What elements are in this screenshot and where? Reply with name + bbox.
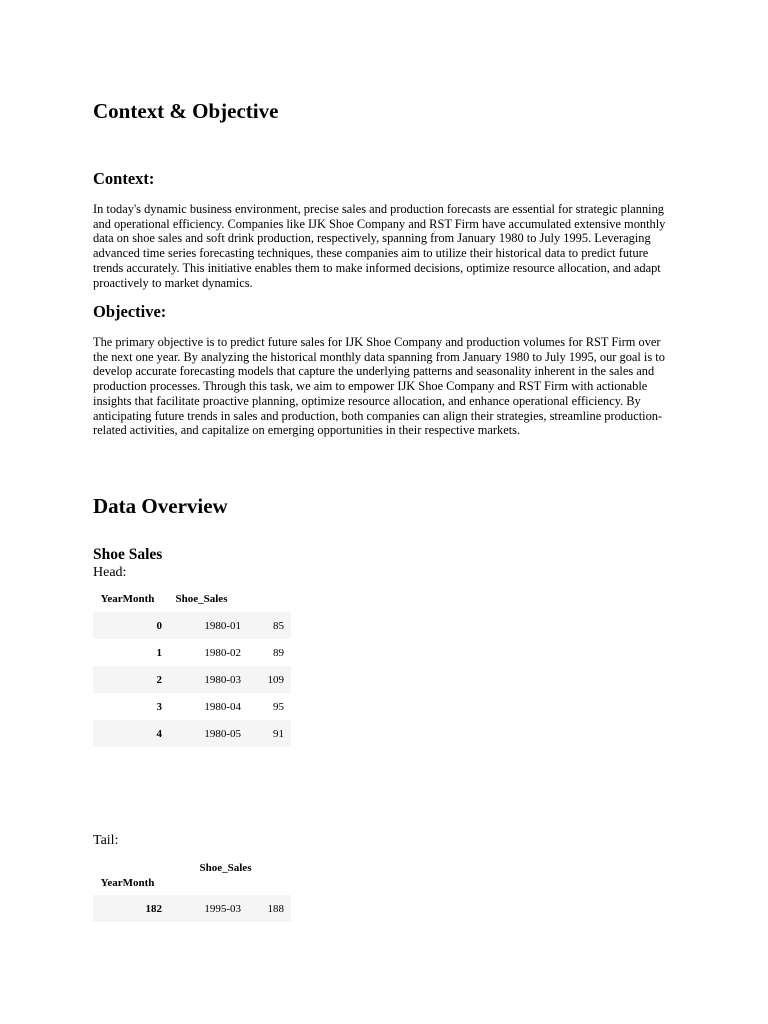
cell-sales: 109 (267, 673, 284, 686)
cell-sales: 188 (267, 902, 284, 915)
context-heading: Context: (93, 169, 155, 188)
cell-yearmonth: 1980-04 (204, 700, 241, 713)
column-header-empty (241, 585, 291, 612)
table-row (93, 693, 291, 720)
head-table (93, 585, 291, 747)
table-row (93, 720, 291, 747)
objective-paragraph: The primary objective is to predict future sales for IJK Shoe Company and production volumes for RST Firm over the next one year. By analyzing the historical monthly data spanning from January 1980 to July 1995, our goal is to develop accurate forecasting models that capture the underlying patterns and seasonality inherent in the sales and production processes. Through this task, we aim to empower IJK Shoe Company and RST Firm with actionable insights that facilitate proactive planning, optimize resource allocation, and enhance operational efficiency. By anticipating future trends in sales and production, both companies can align their strategies, streamline production-related activities, and capitalize on emerging opportunities in their respective markets. (93, 335, 665, 438)
context-paragraph: In today's dynamic business environment, precise sales and production forecasts are essential for strategic planning and operational efficiency. Companies like IJK Shoe Company and RST Firm have accumulated extensive monthly data on shoe sales and soft drink production, respectively, spanning from January 1980 to July 1995. Leveraging advanced time series forecasting techniques, these companies aim to utilize their historical data to predict future trends accurately. This initiative enables them to make informed decisions, optimize resource allocation, and adapt proactively to market dynamics. (93, 202, 666, 290)
table-row (93, 666, 291, 693)
column-header-shoe-sales: Shoe_Sales (175, 592, 228, 605)
row-index: 0 (156, 619, 162, 632)
row-index: 4 (156, 727, 162, 740)
table-row (93, 639, 291, 666)
row-index: 182 (145, 902, 162, 915)
cell-yearmonth: 1980-02 (204, 646, 241, 659)
column-header-spacer (162, 862, 241, 895)
table-row (93, 895, 291, 922)
cell-sales: 85 (273, 619, 284, 632)
cell-sales: 95 (273, 700, 284, 713)
cell-yearmonth: 1980-05 (204, 727, 241, 740)
cell-yearmonth: 1980-01 (204, 619, 241, 632)
tail-label: Tail: (93, 833, 119, 848)
tail-column-header-shoe-sales: Shoe_Sales (199, 862, 252, 874)
section-heading-data-overview: Data Overview (93, 494, 228, 518)
shoe-sales-heading: Shoe Sales (93, 546, 163, 563)
row-index: 3 (156, 700, 162, 713)
objective-heading: Objective: (93, 302, 167, 321)
column-header-yearmonth: YearMonth (100, 592, 155, 605)
row-index: 1 (156, 646, 162, 659)
cell-sales: 89 (273, 646, 284, 659)
cell-yearmonth: 1980-03 (204, 673, 241, 686)
row-index: 2 (156, 673, 162, 686)
head-table-header-row (93, 585, 291, 612)
table-row (93, 612, 291, 639)
head-label: Head: (93, 565, 127, 580)
cell-yearmonth: 1995-03 (204, 902, 241, 915)
column-header-yearmonth: YearMonth (100, 877, 155, 889)
column-header-empty (241, 862, 291, 895)
tail-table (93, 862, 291, 922)
section-heading-context-objective: Context & Objective (93, 99, 279, 123)
tail-table-header-row (93, 862, 291, 895)
cell-sales: 91 (273, 727, 284, 740)
